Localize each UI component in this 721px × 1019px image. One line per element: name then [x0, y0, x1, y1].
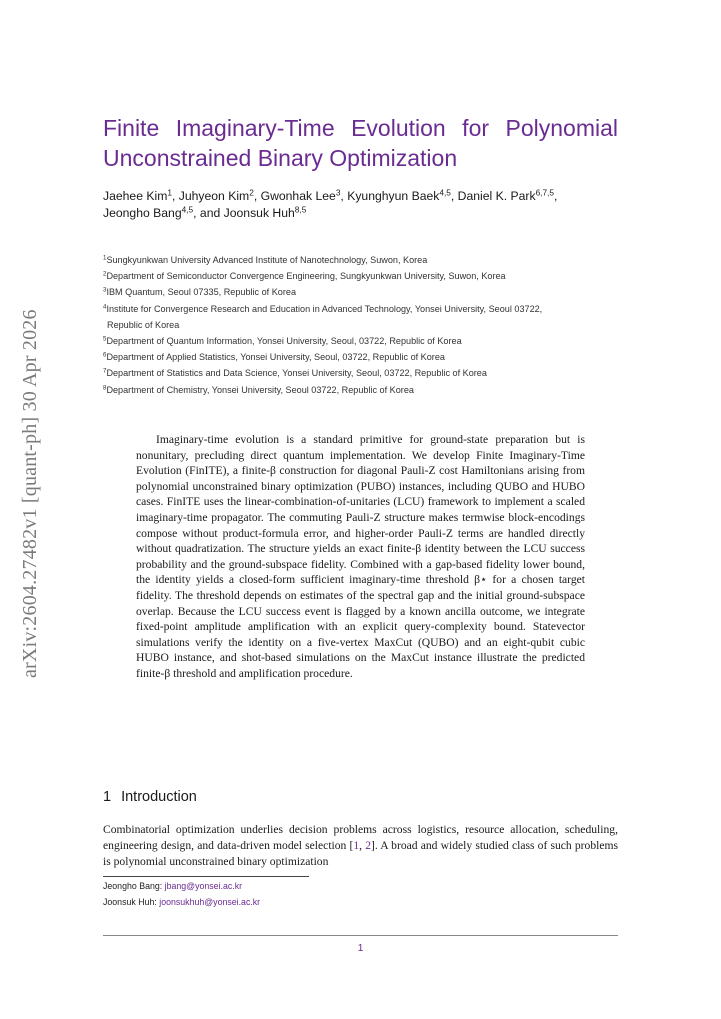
page-number: 1 — [357, 942, 364, 954]
affiliation-item — [103, 301, 621, 317]
footnote-item — [103, 879, 260, 895]
author-name: Joonsuk Huh — [223, 206, 295, 220]
affiliation-item — [103, 365, 621, 381]
author-separator: , — [340, 189, 348, 203]
affiliation-item — [103, 284, 621, 300]
affiliation-text: Institute for Convergence Research and Education in Advanced Technology, Yonsei University, Seoul 03722, — [106, 303, 543, 314]
section-heading — [103, 789, 197, 805]
paper-title — [103, 113, 618, 173]
author-affiliation-mark: 8,5 — [294, 204, 307, 215]
affiliation-item — [103, 333, 621, 349]
author-separator: , — [450, 189, 458, 203]
author-list — [103, 188, 618, 222]
affiliation-text: IBM Quantum, Seoul 07335, Republic of Korea — [106, 287, 297, 298]
author-name: Jaehee Kim — [103, 189, 168, 203]
affiliation-text: Department of Statistics and Data Science, Yonsei University, Seoul, 03722, Republic of Korea — [106, 368, 487, 379]
author-separator: , — [553, 189, 558, 203]
affiliation-text: Department of Applied Statistics, Yonsei University, Seoul, 03722, Republic of Korea — [106, 352, 445, 363]
section-number: 1 — [103, 789, 112, 805]
author-name: Daniel K. Park — [457, 189, 536, 203]
affiliation-number: 2 — [103, 270, 107, 278]
affiliation-text: Department of Semiconductor Convergence Engineering, Sungkyunkwan University, Suwon, Korea — [106, 271, 506, 282]
affiliation-item — [103, 252, 621, 268]
intro-paragraph — [103, 822, 618, 869]
author-separator: , — [253, 189, 261, 203]
author-separator: , — [171, 189, 179, 203]
abstract: Imaginary-time evolution is a standard primitive for ground-state preparation but is nonunitary, precluding direct quantum implementation. We develop Finite Imaginary-Time Evolution (FinITE), a finite-β construction for diagonal Pauli-Z cost Hamiltonians arising from polynomial unconstrained binary optimization (PUBO) instances, including QUBO and HUBO cases. FinITE uses the linear-combination-of-unitaries (LCU) framework to implement a scaled imaginary-time propagator. The commuting Pauli-Z structure makes termwise block-encodings compose without product-formula error, and higher-order Pauli-Z terms are handled directly without quadratization. The structure yields an exact finite-β identity between the LCU success probability and the ground-subspace fidelity. Combined with a gap-based fidelity lower bound, the identity yields a closed-form sufficient imaginary-time threshold β⋆ for a chosen target fidelity. The threshold depends on estimates of the spectral gap and the initial ground-subspace overlap. Because the LCU success event is flagged by a known ancilla outcome, we integrate fixed-point amplitude amplification with an explicit query-complexity bound. Statevector simulations verify the identity on a five-vertex MaxCut (QUBO) and an eight-qubit cubic HUBO instance, and shot-based simulations on the MaxCut instance illustrate the predicted finite-β threshold and amplification procedure. — [136, 433, 585, 680]
affiliation-item — [103, 382, 621, 398]
citation-separator: , — [359, 838, 366, 852]
author-name: Juhyeon Kim — [178, 189, 250, 203]
arxiv-identifier: arXiv:2604.27482v1 [quant-ph] 30 Apr 2026 — [19, 309, 41, 678]
citation-link[interactable]: 1 — [353, 838, 360, 852]
intro-text-after: ]. A broad and widely studied class of such problems is polynomial unconstrained binary optimization — [103, 838, 619, 868]
author-affiliation-mark: 4,5 — [439, 187, 451, 198]
author-separator: , and — [193, 206, 224, 220]
affiliation-number: 6 — [103, 351, 107, 359]
author-affiliation-mark: 3 — [335, 187, 341, 198]
section-title: Introduction — [121, 789, 197, 805]
email-link[interactable]: joonsukhuh@yonsei.ac.kr — [159, 896, 261, 907]
affiliation-text: Sungkyunkwan University Advanced Institute of Nanotechnology, Suwon, Korea — [106, 255, 428, 265]
author-name: Gwonhak Lee — [260, 189, 336, 203]
affiliation-number: 1 — [103, 254, 107, 262]
author-affiliation-mark: 2 — [249, 187, 254, 198]
page-divider — [103, 935, 618, 936]
author-affiliation-mark: 6,7,5 — [535, 187, 554, 198]
citation-link[interactable]: 2 — [365, 838, 372, 852]
footnote-divider — [103, 876, 309, 877]
affiliation-item — [103, 349, 621, 365]
title-line-1: Finite Imaginary-Time Evolution for Polynomial — [103, 115, 618, 141]
affiliation-number: 3 — [103, 287, 107, 295]
affiliation-number: 7 — [103, 368, 107, 376]
affiliation-list — [103, 252, 621, 398]
author-affiliation-mark: 1 — [167, 187, 172, 198]
footnotes — [103, 879, 260, 910]
affiliation-number: 5 — [103, 335, 107, 343]
author-name: Jeongho Bang — [103, 206, 182, 220]
author-name: Kyunghyun Baek — [347, 189, 440, 203]
affiliation-text: Department of Quantum Information, Yonsei University, Seoul, 03722, Republic of Korea — [106, 336, 462, 347]
affiliation-number: 4 — [103, 303, 107, 311]
email-link[interactable]: jbang@yonsei.ac.kr — [164, 881, 243, 891]
author-affiliation-mark: 4,5 — [181, 204, 194, 215]
affiliation-number: 8 — [103, 384, 107, 392]
affiliation-item — [103, 268, 621, 284]
footnote-item — [103, 895, 260, 911]
affiliation-text: Department of Chemistry, Yonsei University, Seoul 03722, Republic of Korea — [106, 384, 414, 395]
footnote-name: Jeongho Bang: — [103, 881, 163, 891]
footnote-name: Joonsuk Huh: — [103, 896, 157, 907]
affiliation-continuation: Republic of Korea — [107, 319, 180, 330]
title-line-2: Unconstrained Binary Optimization — [103, 145, 458, 171]
intro-text-before: Combinatorial optimization underlies decision problems across logistics, resource allocation, scheduling, engineering design, and data-driven model selection [ — [103, 823, 618, 852]
